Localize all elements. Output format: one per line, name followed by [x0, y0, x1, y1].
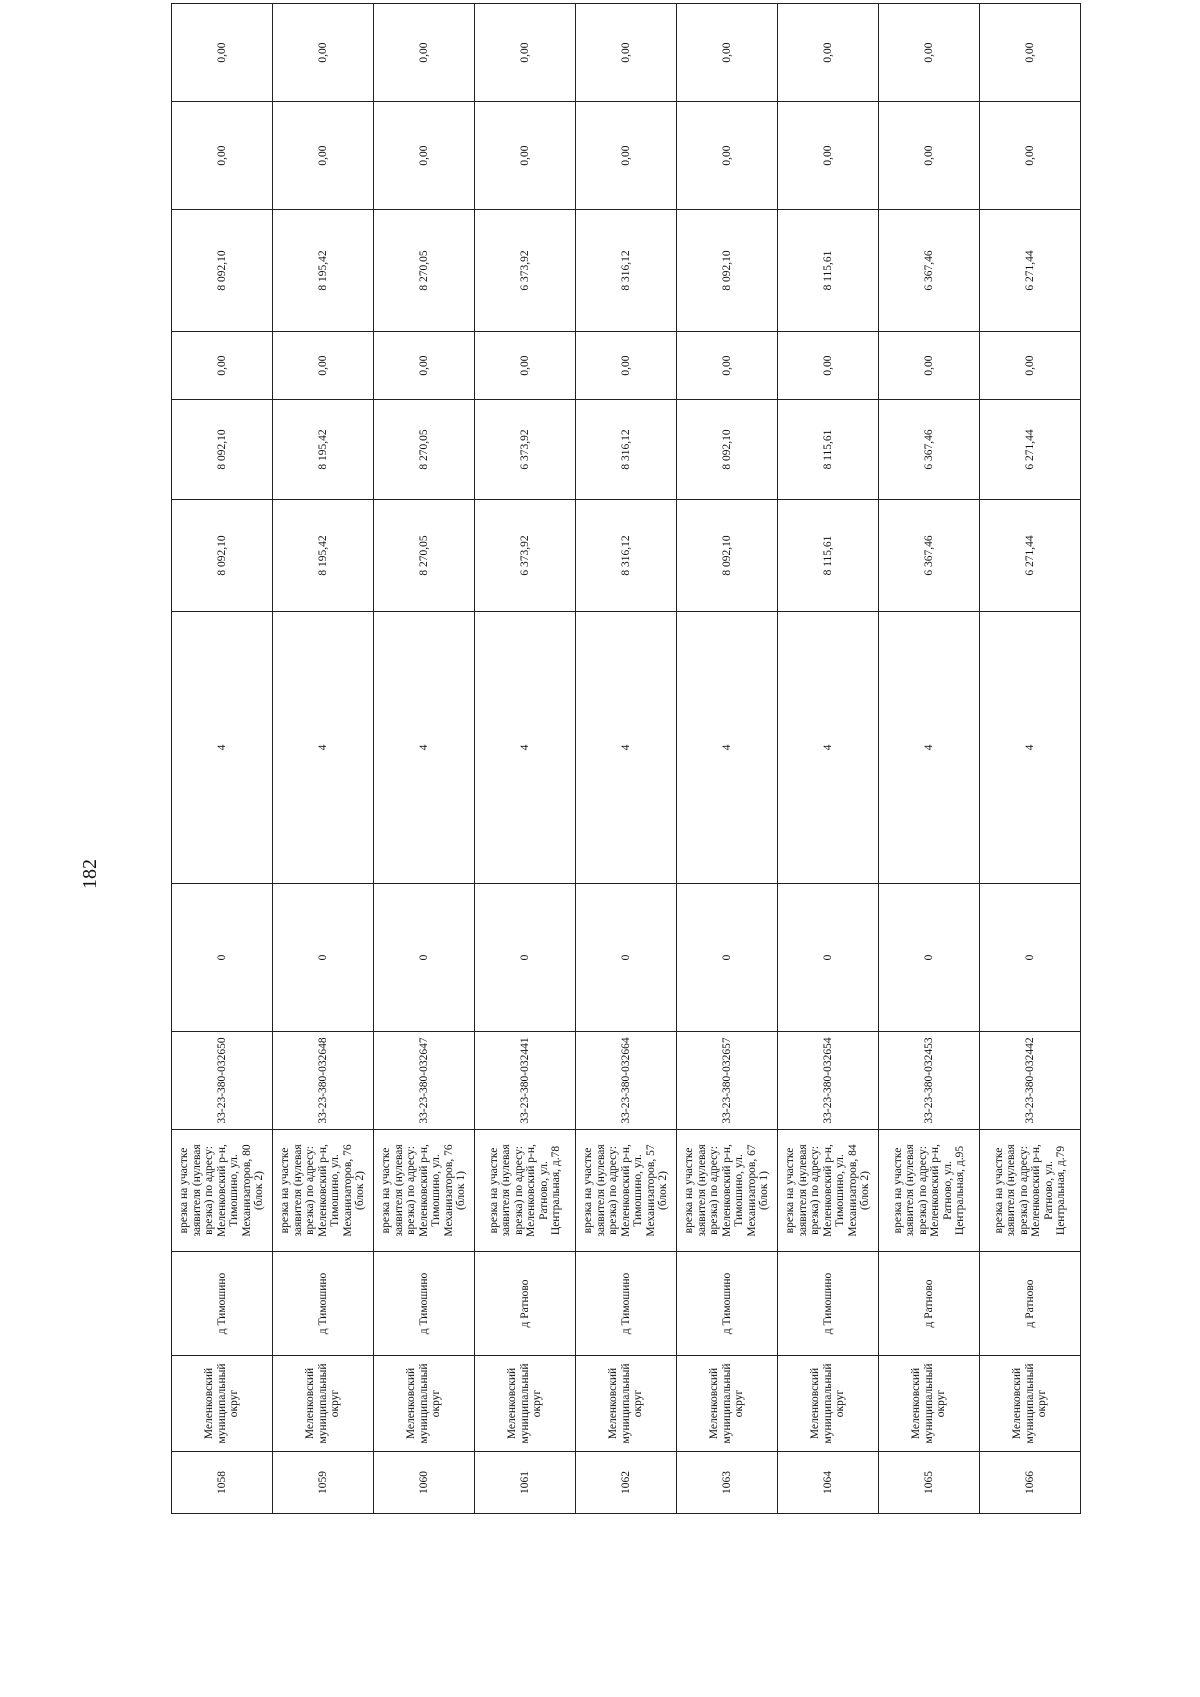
cell-amount-1: 8 092,10	[172, 500, 273, 612]
cell-amount-1: 6 367,46	[879, 500, 980, 612]
cell-value-col7: 4	[475, 612, 576, 884]
cell-locality: д Тимошино	[778, 1252, 879, 1356]
table-row	[172, 4, 273, 1514]
cell-amount-3: 0,00	[172, 332, 273, 400]
cell-amount-5: 0,00	[778, 102, 879, 210]
cell-row-number: 1059	[273, 1452, 374, 1514]
cell-amount-4: 6 367,46	[879, 210, 980, 332]
cell-amount-2: 8 316,12	[576, 400, 677, 500]
cell-amount-2: 8 092,10	[677, 400, 778, 500]
cell-description: врезка на участке заявителя (нулевая врезка) по адресу: Меленковский р-н, Ратново, ул. Центральная, д.79	[980, 1130, 1081, 1252]
cell-amount-3: 0,00	[980, 332, 1081, 400]
cell-row-number: 1065	[879, 1452, 980, 1514]
cell-district: Меленковский муниципальный округ	[273, 1356, 374, 1452]
cell-amount-6: 0,00	[778, 4, 879, 102]
table-row	[475, 4, 576, 1514]
cell-value-col6: 0	[374, 884, 475, 1032]
cell-locality: д Ратново	[475, 1252, 576, 1356]
cell-description: врезка на участке заявителя (нулевая врезка) по адресу: Меленковский р-н, Тимошино, ул. Механизаторов, 67 (блок 1)	[677, 1130, 778, 1252]
cell-cadastral-number: 33-23-380-032650	[172, 1032, 273, 1130]
cell-amount-5: 0,00	[374, 102, 475, 210]
cell-amount-6: 0,00	[677, 4, 778, 102]
cell-amount-6: 0,00	[172, 4, 273, 102]
cell-amount-6: 0,00	[273, 4, 374, 102]
cell-amount-1: 8 270,05	[374, 500, 475, 612]
table-row	[374, 4, 475, 1514]
cell-amount-1: 8 115,61	[778, 500, 879, 612]
cell-row-number: 1061	[475, 1452, 576, 1514]
cell-description: врезка на участке заявителя (нулевая врезка) по адресу: Меленковский р-н, Тимошино, ул. Механизаторов, 76 (блок 2)	[273, 1130, 374, 1252]
cell-locality: д Тимошино	[677, 1252, 778, 1356]
cell-amount-2: 8 092,10	[172, 400, 273, 500]
cell-locality: д Тимошино	[273, 1252, 374, 1356]
table-row	[576, 4, 677, 1514]
cell-amount-5: 0,00	[273, 102, 374, 210]
cell-amount-3: 0,00	[677, 332, 778, 400]
cell-value-col6: 0	[172, 884, 273, 1032]
cell-amount-4: 8 316,12	[576, 210, 677, 332]
cell-cadastral-number: 33-23-380-032664	[576, 1032, 677, 1130]
registry-table	[171, 3, 1081, 1514]
cell-amount-1: 8 092,10	[677, 500, 778, 612]
cell-district: Меленковский муниципальный округ	[778, 1356, 879, 1452]
cell-district: Меленковский муниципальный округ	[980, 1356, 1081, 1452]
cell-locality: д Тимошино	[374, 1252, 475, 1356]
cell-value-col6: 0	[879, 884, 980, 1032]
cell-amount-4: 8 195,42	[273, 210, 374, 332]
cell-amount-4: 6 271,44	[980, 210, 1081, 332]
cell-district: Меленковский муниципальный округ	[677, 1356, 778, 1452]
cell-amount-2: 6 271,44	[980, 400, 1081, 500]
cell-cadastral-number: 33-23-380-032647	[374, 1032, 475, 1130]
cell-cadastral-number: 33-23-380-032442	[980, 1032, 1081, 1130]
cell-amount-5: 0,00	[576, 102, 677, 210]
cell-amount-1: 8 195,42	[273, 500, 374, 612]
cell-amount-4: 8 092,10	[677, 210, 778, 332]
cell-amount-6: 0,00	[980, 4, 1081, 102]
table-row	[677, 4, 778, 1514]
cell-amount-4: 8 115,61	[778, 210, 879, 332]
cell-description: врезка на участке заявителя (нулевая врезка) по адресу: Меленковский р-н, Тимошино, ул. Механизаторов, 57 (блок 2)	[576, 1130, 677, 1252]
cell-amount-2: 6 367,46	[879, 400, 980, 500]
cell-value-col7: 4	[879, 612, 980, 884]
table-row	[273, 4, 374, 1514]
cell-value-col7: 4	[576, 612, 677, 884]
cell-value-col6: 0	[576, 884, 677, 1032]
cell-amount-6: 0,00	[475, 4, 576, 102]
cell-district: Меленковский муниципальный округ	[879, 1356, 980, 1452]
cell-value-col7: 4	[980, 612, 1081, 884]
cell-amount-3: 0,00	[475, 332, 576, 400]
cell-district: Меленковский муниципальный округ	[576, 1356, 677, 1452]
table-row	[980, 4, 1081, 1514]
cell-description: врезка на участке заявителя (нулевая врезка) по адресу: Меленковский р-н, Тимошино, ул. Механизаторов, 84 (блок 2)	[778, 1130, 879, 1252]
cell-amount-5: 0,00	[475, 102, 576, 210]
cell-cadastral-number: 33-23-380-032654	[778, 1032, 879, 1130]
cell-description: врезка на участке заявителя (нулевая врезка) по адресу: Меленковский р-н, Ратново, ул. Центральная, д.95	[879, 1130, 980, 1252]
cell-description: врезка на участке заявителя (нулевая врезка) по адресу: Меленковский р-н, Ратново, ул. Центральная, д.78	[475, 1130, 576, 1252]
cell-value-col6: 0	[677, 884, 778, 1032]
cell-amount-1: 8 316,12	[576, 500, 677, 612]
table-row	[879, 4, 980, 1514]
cell-district: Меленковский муниципальный округ	[475, 1356, 576, 1452]
cell-amount-6: 0,00	[576, 4, 677, 102]
cell-amount-5: 0,00	[980, 102, 1081, 210]
cell-description: врезка на участке заявителя (нулевая врезка) по адресу: Меленковский р-н, Тимошино, ул. Механизаторов, 76 (блок 1)	[374, 1130, 475, 1252]
cell-value-col6: 0	[778, 884, 879, 1032]
cell-value-col6: 0	[475, 884, 576, 1032]
cell-row-number: 1066	[980, 1452, 1081, 1514]
cell-locality: д Тимошино	[172, 1252, 273, 1356]
cell-row-number: 1058	[172, 1452, 273, 1514]
cell-value-col6: 0	[980, 884, 1081, 1032]
cell-amount-3: 0,00	[778, 332, 879, 400]
cell-amount-4: 8 092,10	[172, 210, 273, 332]
cell-row-number: 1062	[576, 1452, 677, 1514]
cell-cadastral-number: 33-23-380-032657	[677, 1032, 778, 1130]
cell-amount-4: 6 373,92	[475, 210, 576, 332]
cell-locality: д Ратново	[980, 1252, 1081, 1356]
registry-table-wrapper	[171, 42, 1081, 1514]
cell-amount-1: 6 271,44	[980, 500, 1081, 612]
cell-locality: д Тимошино	[576, 1252, 677, 1356]
cell-cadastral-number: 33-23-380-032648	[273, 1032, 374, 1130]
cell-amount-5: 0,00	[172, 102, 273, 210]
cell-cadastral-number: 33-23-380-032453	[879, 1032, 980, 1130]
cell-value-col7: 4	[677, 612, 778, 884]
cell-description: врезка на участке заявителя (нулевая врезка) по адресу: Меленковский р-н, Тимошино, ул. Механизаторов, 80 (блок 2)	[172, 1130, 273, 1252]
cell-row-number: 1064	[778, 1452, 879, 1514]
cell-district: Меленковский муниципальный округ	[172, 1356, 273, 1452]
cell-amount-2: 8 270,05	[374, 400, 475, 500]
cell-amount-3: 0,00	[576, 332, 677, 400]
cell-amount-3: 0,00	[879, 332, 980, 400]
cell-amount-1: 6 373,92	[475, 500, 576, 612]
cell-amount-6: 0,00	[374, 4, 475, 102]
cell-value-col7: 4	[374, 612, 475, 884]
cell-amount-2: 8 115,61	[778, 400, 879, 500]
cell-amount-5: 0,00	[879, 102, 980, 210]
cell-amount-2: 6 373,92	[475, 400, 576, 500]
cell-amount-6: 0,00	[879, 4, 980, 102]
cell-value-col7: 4	[778, 612, 879, 884]
cell-value-col7: 4	[172, 612, 273, 884]
page-number: 182	[79, 859, 101, 889]
cell-cadastral-number: 33-23-380-032441	[475, 1032, 576, 1130]
cell-row-number: 1060	[374, 1452, 475, 1514]
cell-district: Меленковский муниципальный округ	[374, 1356, 475, 1452]
cell-amount-5: 0,00	[677, 102, 778, 210]
cell-amount-3: 0,00	[273, 332, 374, 400]
table-body	[172, 4, 1081, 1514]
cell-locality: д Ратново	[879, 1252, 980, 1356]
cell-amount-4: 8 270,05	[374, 210, 475, 332]
cell-amount-3: 0,00	[374, 332, 475, 400]
table-row	[778, 4, 879, 1514]
cell-amount-2: 8 195,42	[273, 400, 374, 500]
cell-value-col6: 0	[273, 884, 374, 1032]
cell-row-number: 1063	[677, 1452, 778, 1514]
cell-value-col7: 4	[273, 612, 374, 884]
